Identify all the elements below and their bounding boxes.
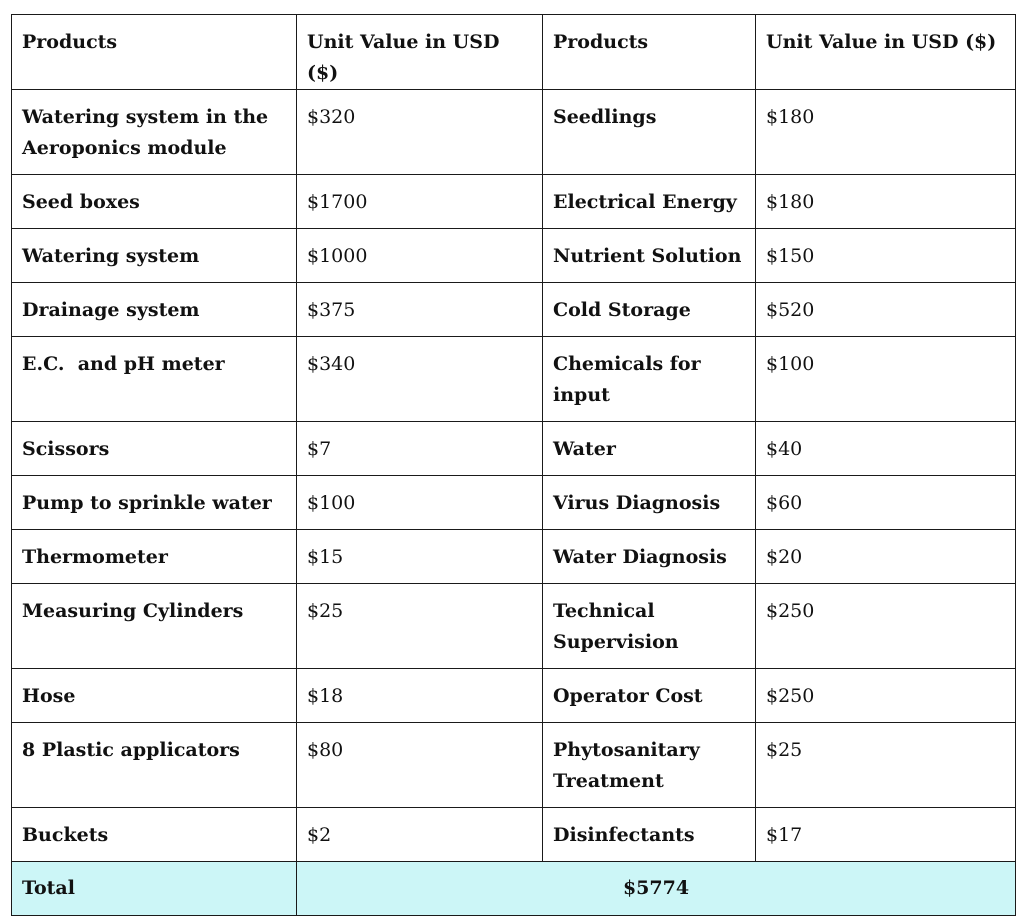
value-cell: $340	[297, 337, 543, 422]
table-row	[12, 476, 1016, 530]
product-cell: Buckets	[12, 808, 297, 862]
table-row	[12, 669, 1016, 723]
product-cell: Virus Diagnosis	[543, 476, 756, 530]
product-cell: Nutrient Solution	[543, 229, 756, 283]
value-cell: $40	[756, 422, 1016, 476]
value-cell: $320	[297, 90, 543, 175]
total-label: Total	[12, 862, 297, 916]
value-cell: $100	[756, 337, 1016, 422]
value-cell: $1000	[297, 229, 543, 283]
product-cell: Water Diagnosis	[543, 530, 756, 584]
product-cell: Cold Storage	[543, 283, 756, 337]
value-cell: $15	[297, 530, 543, 584]
product-cell: Electrical Energy	[543, 175, 756, 229]
value-cell: $80	[297, 723, 543, 808]
product-cell: Seed boxes	[12, 175, 297, 229]
header-unit-value-2: Unit Value in USD ($)	[756, 15, 1016, 90]
value-cell: $20	[756, 530, 1016, 584]
product-cell: 8 Plastic applicators	[12, 723, 297, 808]
table-row	[12, 723, 1016, 808]
product-cell: Phytosanitary Treatment	[543, 723, 756, 808]
product-cell: Watering system	[12, 229, 297, 283]
product-cell: Disinfectants	[543, 808, 756, 862]
product-cell: Technical Supervision	[543, 584, 756, 669]
product-cell: E.C. and pH meter	[12, 337, 297, 422]
value-cell: $250	[756, 584, 1016, 669]
value-cell: $250	[756, 669, 1016, 723]
value-cell: $180	[756, 175, 1016, 229]
product-cell: Operator Cost	[543, 669, 756, 723]
value-cell: $150	[756, 229, 1016, 283]
product-cell: Drainage system	[12, 283, 297, 337]
table-header-row	[12, 15, 1016, 90]
product-cell: Seedlings	[543, 90, 756, 175]
total-row	[12, 862, 1016, 916]
table-row	[12, 808, 1016, 862]
value-cell: $520	[756, 283, 1016, 337]
header-products-2: Products	[543, 15, 756, 90]
value-cell: $17	[756, 808, 1016, 862]
value-cell: $2	[297, 808, 543, 862]
table-row	[12, 337, 1016, 422]
table-row	[12, 229, 1016, 283]
value-cell: $180	[756, 90, 1016, 175]
product-cell: Chemicals for input	[543, 337, 756, 422]
total-value: $5774	[297, 862, 1016, 916]
table-row	[12, 90, 1016, 175]
header-unit-value-1: Unit Value in USD ($)	[297, 15, 543, 90]
product-cell: Thermometer	[12, 530, 297, 584]
value-cell: $375	[297, 283, 543, 337]
table-row	[12, 584, 1016, 669]
value-cell: $25	[297, 584, 543, 669]
product-cell: Hose	[12, 669, 297, 723]
table-row	[12, 530, 1016, 584]
table-row	[12, 175, 1016, 229]
value-cell: $18	[297, 669, 543, 723]
product-cell: Water	[543, 422, 756, 476]
value-cell: $25	[756, 723, 1016, 808]
product-cell: Watering system in the Aeroponics module	[12, 90, 297, 175]
product-cell: Measuring Cylinders	[12, 584, 297, 669]
value-cell: $7	[297, 422, 543, 476]
product-cell: Pump to sprinkle water	[12, 476, 297, 530]
value-cell: $60	[756, 476, 1016, 530]
cost-table	[11, 14, 1016, 916]
header-products-1: Products	[12, 15, 297, 90]
table-row	[12, 422, 1016, 476]
product-cell: Scissors	[12, 422, 297, 476]
value-cell: $1700	[297, 175, 543, 229]
value-cell: $100	[297, 476, 543, 530]
table-row	[12, 283, 1016, 337]
